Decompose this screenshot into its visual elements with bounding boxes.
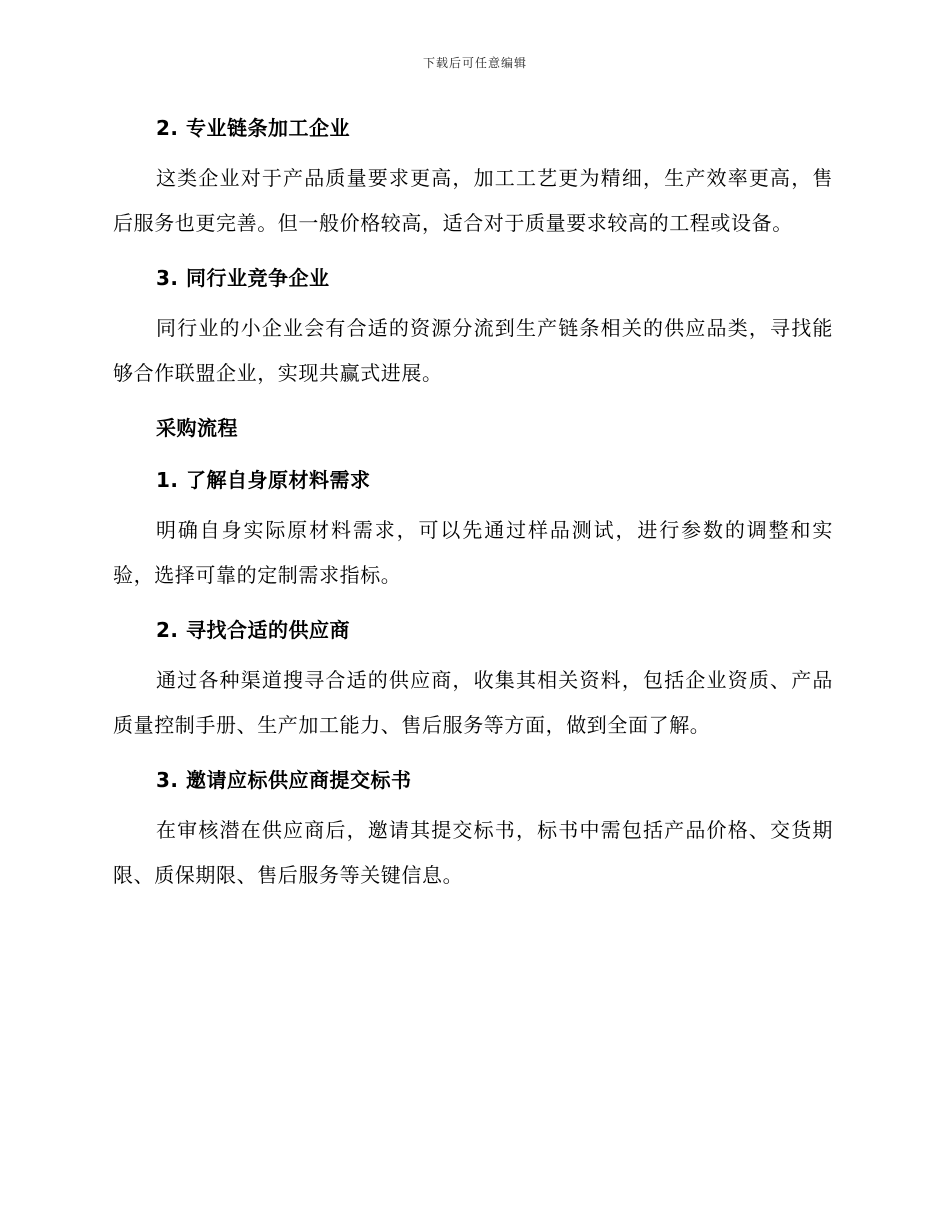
paragraph-invite-bids: 在审核潜在供应商后，邀请其提交标书，标书中需包括产品价格、交货期限、质保期限、售后服务等关键信息。	[113, 818, 833, 887]
paragraph-peer-competitors: 同行业的小企业会有合适的资源分流到生产链条相关的供应品类，寻找能够合作联盟企业，实现共赢式进展。	[113, 316, 833, 385]
document-body	[113, 110, 833, 912]
step-heading-invite-bids: 3. 邀请应标供应商提交标书	[156, 768, 412, 792]
paragraph-professional-processing: 这类企业对于产品质量要求更高，加工工艺更为精细，生产效率更高，售后服务也更完善。但一般价格较高，适合对于质量要求较高的工程或设备。	[113, 166, 833, 235]
header-note: 下载后可任意编辑	[422, 56, 527, 70]
paragraph-understand-needs: 明确自身实际原材料需求，可以先通过样品测试，进行参数的调整和实验，选择可靠的定制需求指标。	[113, 518, 833, 587]
step-heading-understand-needs: 1. 了解自身原材料需求	[156, 468, 371, 492]
step-heading-find-suppliers: 2. 寻找合适的供应商	[156, 618, 350, 642]
section-heading-procurement-process: 采购流程	[156, 416, 238, 440]
section-heading-professional-processing: 2. 专业链条加工企业	[156, 116, 350, 140]
section-heading-peer-competitors: 3. 同行业竞争企业	[156, 266, 330, 290]
paragraph-find-suppliers: 通过各种渠道搜寻合适的供应商，收集其相关资料，包括企业资质、产品质量控制手册、生产加工能力、售后服务等方面，做到全面了解。	[113, 668, 833, 737]
